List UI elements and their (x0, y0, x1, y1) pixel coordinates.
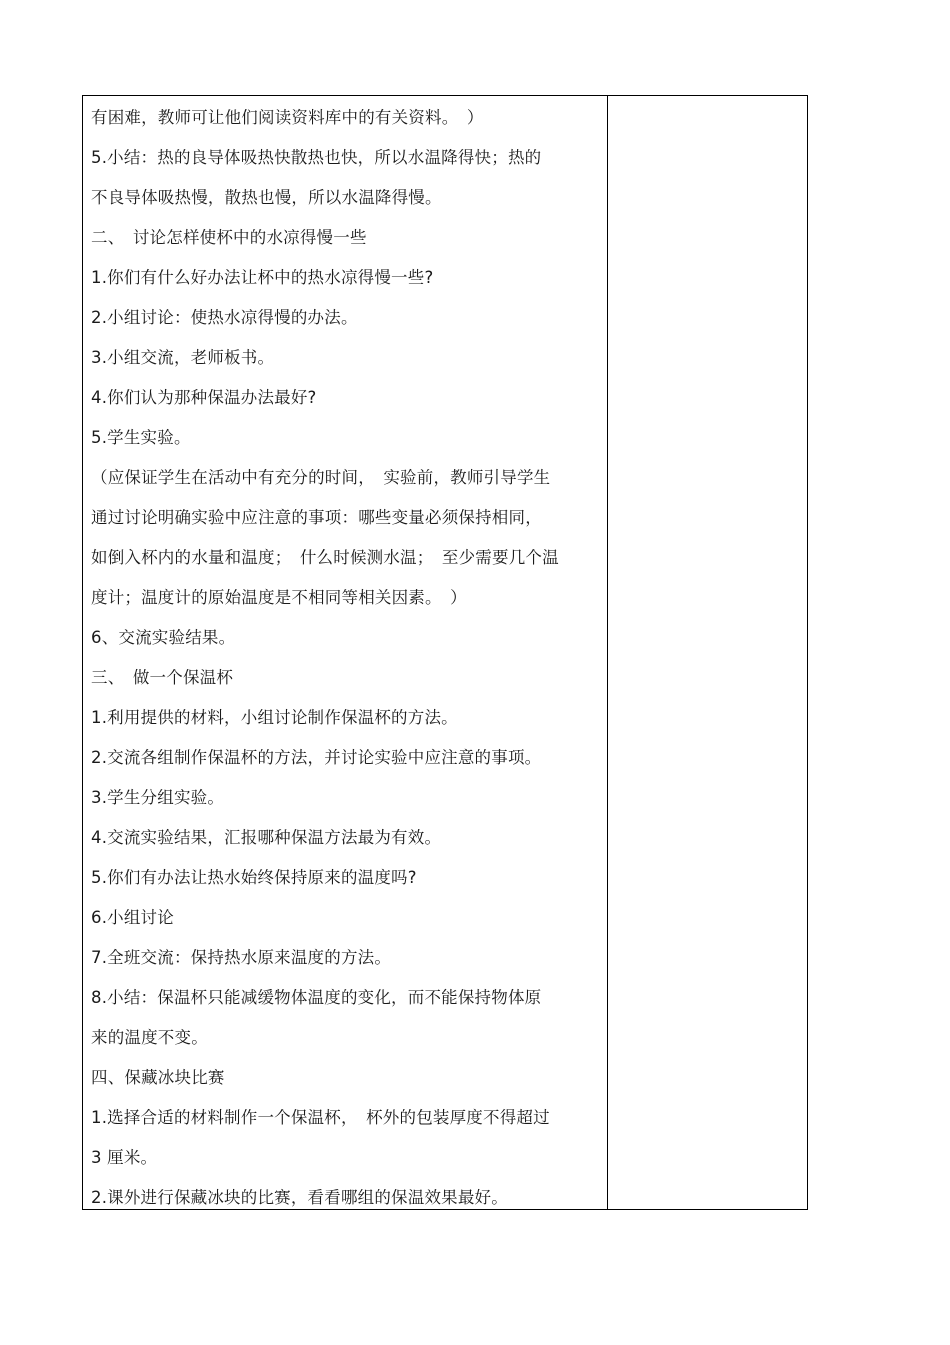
content-line: 5.小结：热的良导体吸热快散热也快，所以水温降得快；热的 (91, 148, 542, 167)
content-line: 6.小组讨论 (91, 908, 174, 927)
content-line: 有困难，教师可让他们阅读资料库中的有关资料。 ） (91, 108, 484, 127)
content-line: 1.选择合适的材料制作一个保温杯， 杯外的包装厚度不得超过 (91, 1108, 550, 1127)
content-line: 6、交流实验结果。 (91, 628, 236, 647)
content-line: 4.你们认为那种保温办法最好? (91, 388, 317, 407)
content-line: 如倒入杯内的水量和温度； 什么时候测水温； 至少需要几个温 (91, 548, 559, 567)
content-line: 4.交流实验结果，汇报哪种保温方法最为有效。 (91, 828, 442, 847)
content-line: 来的温度不变。 (91, 1028, 208, 1047)
section-heading: 四、保藏冰块比赛 (91, 1068, 225, 1087)
content-line: 7.全班交流：保持热水原来温度的方法。 (91, 948, 392, 967)
content-line: 5.你们有办法让热水始终保持原来的温度吗? (91, 868, 417, 887)
content-line: 1.利用提供的材料，小组讨论制作保温杯的方法。 (91, 708, 458, 727)
lesson-content-cell (91, 98, 599, 1218)
section-heading: 二、 讨论怎样使杯中的水凉得慢一些 (91, 228, 367, 247)
content-line: （应保证学生在活动中有充分的时间， 实验前，教师引导学生 (91, 468, 551, 487)
section-heading: 三、 做一个保温杯 (91, 668, 234, 687)
content-line: 3.小组交流，老师板书。 (91, 348, 275, 367)
notes-cell (608, 96, 807, 1209)
content-line: 2.小组讨论：使热水凉得慢的办法。 (91, 308, 358, 327)
content-line: 度计；温度计的原始温度是不相同等相关因素。 ） (91, 588, 467, 607)
content-line: 2.交流各组制作保温杯的方法，并讨论实验中应注意的事项。 (91, 748, 542, 767)
content-line: 5.学生实验。 (91, 428, 191, 447)
content-line: 3.学生分组实验。 (91, 788, 225, 807)
content-line: 1.你们有什么好办法让杯中的热水凉得慢一些? (91, 268, 434, 287)
content-line: 不良导体吸热慢，散热也慢，所以水温降得慢。 (91, 188, 442, 207)
content-line: 通过讨论明确实验中应注意的事项：哪些变量必须保持相同， (91, 508, 542, 527)
lesson-table (82, 95, 808, 1210)
content-line: 8.小结：保温杯只能减缓物体温度的变化，而不能保持物体原 (91, 988, 542, 1007)
content-line: 3 厘米。 (91, 1148, 158, 1167)
content-line: 2.课外进行保藏冰块的比赛，看看哪组的保温效果最好。 (91, 1188, 508, 1207)
